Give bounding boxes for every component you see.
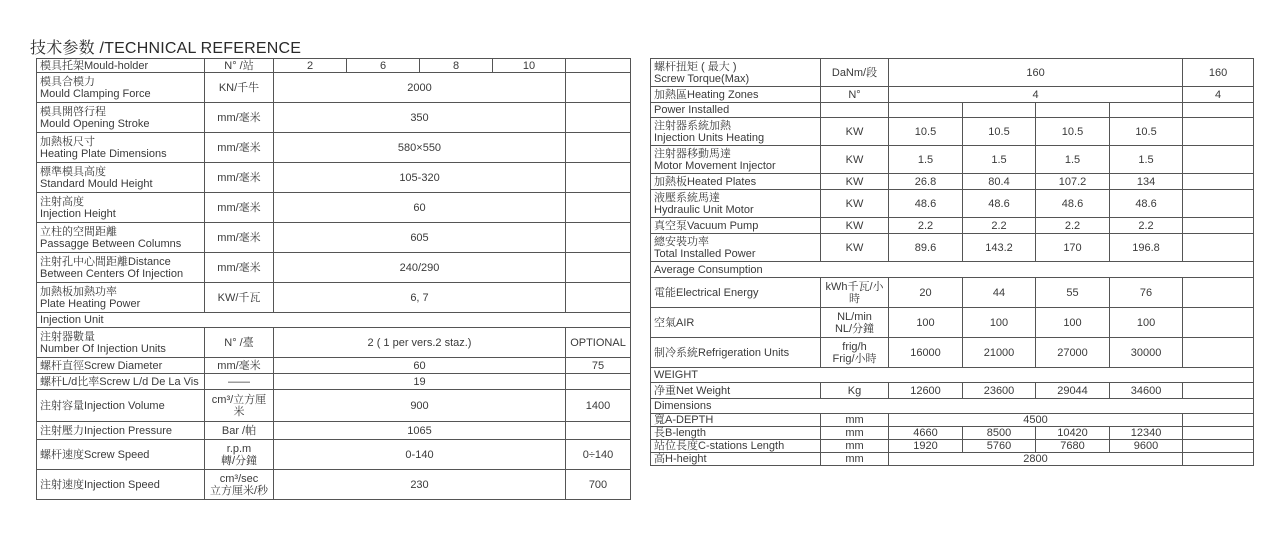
cell-value: 1.5 — [889, 146, 963, 174]
row-unit: N° /臺 — [205, 328, 274, 358]
row-label: 立柱的空間距離 Passagge Between Columns — [37, 223, 205, 253]
section-header-row — [651, 103, 1254, 118]
cell-value: 170 — [1036, 234, 1110, 262]
cell-value: 34600 — [1110, 383, 1183, 399]
table-row — [651, 174, 1254, 190]
optional-value: 75 — [566, 358, 631, 374]
section-header: Dimensions — [651, 399, 1254, 414]
row-unit: Kg — [821, 383, 889, 399]
cell-value: 26.8 — [889, 174, 963, 190]
table-row — [37, 103, 631, 133]
cell-value: 10.5 — [1110, 118, 1183, 146]
row-label: 螺杆速度Screw Speed — [37, 440, 205, 470]
section-header: Power Installed — [651, 103, 821, 118]
row-label: 注射器移動馬達 Motor Movement Injector — [651, 146, 821, 174]
table-row — [37, 193, 631, 223]
cell-value: 2000 — [274, 73, 566, 103]
row-unit: mm/毫米 — [205, 223, 274, 253]
table-row — [651, 146, 1254, 174]
row-unit: kWh千瓦/小 時 — [821, 278, 889, 308]
cell-value: 20 — [889, 278, 963, 308]
row-unit: KW — [821, 146, 889, 174]
table-row — [37, 253, 631, 283]
optional-value: 1400 — [566, 390, 631, 422]
table-row — [651, 414, 1254, 427]
cell-value: 10 — [493, 59, 566, 73]
table-row — [37, 390, 631, 422]
cell-value: 134 — [1110, 174, 1183, 190]
table-row — [651, 453, 1254, 466]
table-row — [37, 374, 631, 390]
row-label: 净重Net Weight — [651, 383, 821, 399]
table-row — [37, 440, 631, 470]
row-label: 注射速度Injection Speed — [37, 470, 205, 500]
table-row — [37, 470, 631, 500]
cell-value: 23600 — [963, 383, 1036, 399]
row-unit: KW — [821, 174, 889, 190]
row-unit: mm — [821, 440, 889, 453]
table-row — [651, 440, 1254, 453]
cell-value: 2.2 — [889, 218, 963, 234]
cell-value: 1920 — [889, 440, 963, 453]
section-header-row — [651, 399, 1254, 414]
cell-value: 80.4 — [963, 174, 1036, 190]
cell-value: 9600 — [1110, 440, 1183, 453]
row-unit: N° /站 — [205, 59, 274, 73]
row-unit: mm/毫米 — [205, 253, 274, 283]
cell-value: 105-320 — [274, 163, 566, 193]
row-label: 真空泵Vacuum Pump — [651, 218, 821, 234]
table-row — [651, 87, 1254, 103]
row-unit: KN/千牛 — [205, 73, 274, 103]
row-label: 模具合模力 Mould Clamping Force — [37, 73, 205, 103]
row-unit: —— — [205, 374, 274, 390]
optional-value: 160 — [1183, 59, 1254, 87]
cell-value: 100 — [1110, 308, 1183, 338]
cell-value: 1.5 — [1036, 146, 1110, 174]
section-header: Average Consumption — [651, 262, 1254, 278]
cell-value: 4500 — [889, 414, 1183, 427]
cell-value: 76 — [1110, 278, 1183, 308]
cell-value: 160 — [889, 59, 1183, 87]
row-unit: mm — [821, 453, 889, 466]
cell-value: 1.5 — [963, 146, 1036, 174]
table-row — [651, 190, 1254, 218]
row-label: 長B-length — [651, 427, 821, 440]
row-unit: frig/h Frig/小時 — [821, 338, 889, 368]
row-label: 電能Electrical Energy — [651, 278, 821, 308]
cell-value: 1065 — [274, 422, 566, 440]
cell-value: 12600 — [889, 383, 963, 399]
row-label: 注射容量Injection Volume — [37, 390, 205, 422]
cell-value: 580×550 — [274, 133, 566, 163]
table-row — [37, 223, 631, 253]
cell-value: 55 — [1036, 278, 1110, 308]
cell-value: 89.6 — [889, 234, 963, 262]
row-label: 螺杆直徑Screw Diameter — [37, 358, 205, 374]
cell-value: 2 ( 1 per vers.2 staz.) — [274, 328, 566, 358]
cell-value: 48.6 — [1036, 190, 1110, 218]
row-unit: KW — [821, 190, 889, 218]
row-label: 標準模具高度 Standard Mould Height — [37, 163, 205, 193]
table-row — [37, 358, 631, 374]
cell-value: 2.2 — [1036, 218, 1110, 234]
section-header-row — [651, 368, 1254, 383]
row-unit: cm³/立方厘 米 — [205, 390, 274, 422]
table-row — [37, 283, 631, 313]
cell-value: 4660 — [889, 427, 963, 440]
cell-value: 143.2 — [963, 234, 1036, 262]
row-unit: mm/毫米 — [205, 193, 274, 223]
table-row — [37, 422, 631, 440]
cell-value: 8500 — [963, 427, 1036, 440]
row-unit: KW — [821, 118, 889, 146]
cell-value: 60 — [274, 193, 566, 223]
cell-value: 107.2 — [1036, 174, 1110, 190]
row-label: 加熱板加熱功率 Plate Heating Power — [37, 283, 205, 313]
row-unit: mm/毫米 — [205, 358, 274, 374]
cell-value: 2.2 — [1110, 218, 1183, 234]
technical-table-right — [650, 58, 1254, 466]
table-row — [651, 118, 1254, 146]
cell-value: 2 — [274, 59, 347, 73]
cell-value: 100 — [889, 308, 963, 338]
row-label: 加熱區Heating Zones — [651, 87, 821, 103]
page-title: 技术参数 /TECHNICAL REFERENCE — [30, 40, 302, 57]
cell-value: 10.5 — [963, 118, 1036, 146]
row-unit: mm/毫米 — [205, 133, 274, 163]
cell-value: 10.5 — [1036, 118, 1110, 146]
row-unit: mm/毫米 — [205, 163, 274, 193]
row-label: 制冷系統Refrigeration Units — [651, 338, 821, 368]
cell-value: 60 — [274, 358, 566, 374]
row-unit: mm — [821, 427, 889, 440]
row-unit: KW — [821, 234, 889, 262]
table-row — [651, 59, 1254, 87]
cell-value: 7680 — [1036, 440, 1110, 453]
cell-value: 10.5 — [889, 118, 963, 146]
row-label: 空氣AIR — [651, 308, 821, 338]
cell-value: 900 — [274, 390, 566, 422]
technical-table-left — [36, 58, 631, 500]
cell-value: 240/290 — [274, 253, 566, 283]
cell-value: 44 — [963, 278, 1036, 308]
row-unit: KW/千瓦 — [205, 283, 274, 313]
table-row — [651, 427, 1254, 440]
cell-value: 0-140 — [274, 440, 566, 470]
row-label: 注射孔中心間距離Distance Between Centers Of Injection — [37, 253, 205, 283]
section-header: WEIGHT — [651, 368, 1254, 383]
cell-value: 230 — [274, 470, 566, 500]
row-unit: mm/毫米 — [205, 103, 274, 133]
cell-value: 48.6 — [1110, 190, 1183, 218]
row-unit: N° — [821, 87, 889, 103]
cell-value: 196.8 — [1110, 234, 1183, 262]
cell-value: 100 — [963, 308, 1036, 338]
row-unit: Bar /帕 — [205, 422, 274, 440]
cell-value: 605 — [274, 223, 566, 253]
row-unit: NL/min NL/分鐘 — [821, 308, 889, 338]
row-label: 注射高度 Injection Height — [37, 193, 205, 223]
table-row — [651, 278, 1254, 308]
row-unit: mm — [821, 414, 889, 427]
row-label: 液壓系統馬達 Hydraulic Unit Motor — [651, 190, 821, 218]
cell-value: 100 — [1036, 308, 1110, 338]
table-row — [651, 308, 1254, 338]
row-label: 螺杆L/d比率Screw L/d De La Vis — [37, 374, 205, 390]
cell-value: 12340 — [1110, 427, 1183, 440]
section-header-row — [651, 262, 1254, 278]
optional-value: 700 — [566, 470, 631, 500]
section-header-row — [37, 313, 631, 328]
cell-value: 2800 — [889, 453, 1183, 466]
table-row — [651, 338, 1254, 368]
row-unit: DaNm/段 — [821, 59, 889, 87]
optional-value: 4 — [1183, 87, 1254, 103]
cell-value: 48.6 — [889, 190, 963, 218]
table-row — [37, 328, 631, 358]
cell-value: 10420 — [1036, 427, 1110, 440]
optional-value: OPTIONAL — [566, 328, 631, 358]
row-label: 加熱板尺寸 Heating Plate Dimensions — [37, 133, 205, 163]
row-unit: KW — [821, 218, 889, 234]
row-label: 寬A-DEPTH — [651, 414, 821, 427]
cell-value: 27000 — [1036, 338, 1110, 368]
row-unit: r.p.m 轉/分鐘 — [205, 440, 274, 470]
cell-value: 350 — [274, 103, 566, 133]
table-row — [37, 59, 631, 73]
table-row — [37, 133, 631, 163]
cell-value: 1.5 — [1110, 146, 1183, 174]
cell-value: 48.6 — [963, 190, 1036, 218]
row-label: 站位長度C-stations Length — [651, 440, 821, 453]
row-label: 螺杆扭矩 ( 最大 ) Screw Torque(Max) — [651, 59, 821, 87]
row-unit: cm³/sec 立方厘米/秒 — [205, 470, 274, 500]
cell-value: 5760 — [963, 440, 1036, 453]
row-label: 注射器系統加熱 Injection Units Heating — [651, 118, 821, 146]
row-label: 加熱板Heated Plates — [651, 174, 821, 190]
cell-value: 2.2 — [963, 218, 1036, 234]
cell-value: 8 — [420, 59, 493, 73]
cell-value: 30000 — [1110, 338, 1183, 368]
row-label: 總安裝功率 Total Installed Power — [651, 234, 821, 262]
table-row — [651, 383, 1254, 399]
cell-value: 6 — [347, 59, 420, 73]
table-row — [651, 218, 1254, 234]
cell-value: 21000 — [963, 338, 1036, 368]
row-label: 高H-height — [651, 453, 821, 466]
table-row — [37, 73, 631, 103]
cell-value: 29044 — [1036, 383, 1110, 399]
cell-value: 6, 7 — [274, 283, 566, 313]
row-label: 注射器數量 Number Of Injection Units — [37, 328, 205, 358]
cell-value: 4 — [889, 87, 1183, 103]
section-header: Injection Unit — [37, 313, 631, 328]
row-label: 注射壓力Injection Pressure — [37, 422, 205, 440]
cell-value: 16000 — [889, 338, 963, 368]
cell-value: 19 — [274, 374, 566, 390]
optional-value: 0÷140 — [566, 440, 631, 470]
row-label: 模具托架Mould-holder — [37, 59, 205, 73]
table-row — [37, 163, 631, 193]
row-label: 模具開啓行程 Mould Opening Stroke — [37, 103, 205, 133]
table-row — [651, 234, 1254, 262]
